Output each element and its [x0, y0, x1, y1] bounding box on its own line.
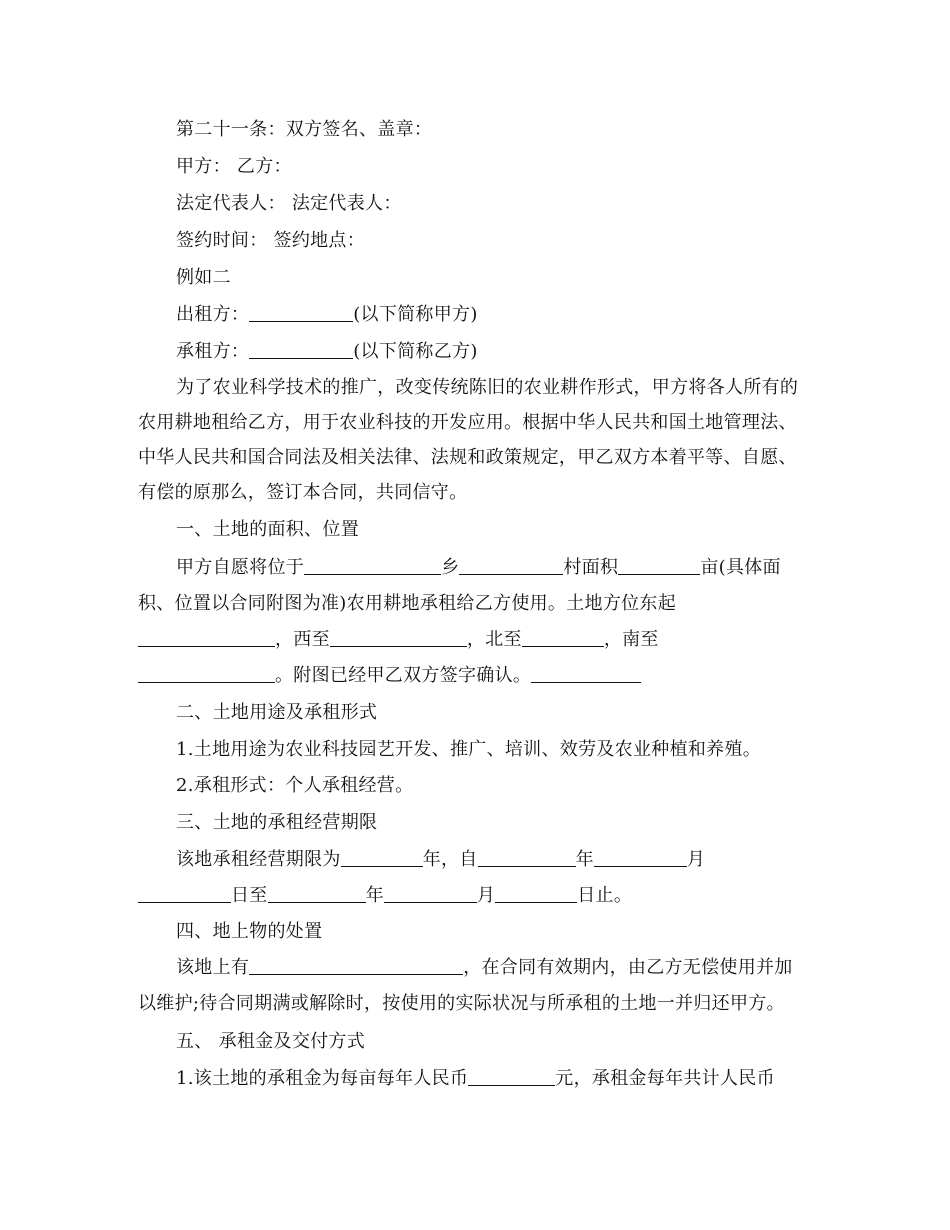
blank-underline — [459, 556, 563, 575]
section-1-heading: 一、土地的面积、位置 — [176, 519, 359, 540]
signing-time-place-line: 签约时间： 签约地点： — [176, 230, 366, 251]
blank-underline — [618, 556, 700, 575]
lessee-line: 承租方： (以下简称乙方) — [176, 341, 478, 362]
blank-underline — [138, 664, 275, 683]
section-5-heading: 五、 承租金及交付方式 — [176, 1031, 366, 1052]
example-two-heading: 例如二 — [176, 267, 231, 288]
blank-underline — [138, 884, 231, 903]
preamble-line-1: 为了农业科学技术的推广，改变传统陈旧的农业耕作形式，甲方将各人所有的 — [176, 377, 799, 398]
lessor-line: 出租方： (以下简称甲方) — [176, 304, 478, 325]
blank-underline — [594, 848, 687, 867]
preamble-line-3: 中华人民共和国合同法及相关法律、法规和政策规定，甲乙双方本着平等、自愿、 — [138, 447, 797, 468]
section-2-item-2: 2.承租形式：个人承租经营。 — [176, 775, 414, 796]
section-1-line-4: 。附图已经甲乙双方签字确认。 — [138, 664, 818, 688]
party-signature-line: 甲方： 乙方： — [176, 156, 292, 177]
blank-underline — [138, 628, 275, 647]
blank-underline — [249, 303, 353, 322]
blank-underline — [495, 884, 577, 903]
blank-underline — [304, 556, 441, 575]
section-1-line-2: 积、位置以合同附图为准)农用耕地承租给乙方使用。土地方位东起 — [138, 593, 677, 614]
section-2-item-1: 1.土地用途为农业科技园艺开发、推广、培训、效劳及农业种植和养殖。 — [176, 739, 762, 760]
section-4-line-2: 以维护;待合同期满或解除时，按使用的实际状况与所承租的土地一并归还甲方。 — [138, 993, 785, 1014]
section-5-item-1: 1.该土地的承租金为每亩每年人民币 元，承租金每年共计人民币 — [176, 1068, 775, 1089]
section-3-heading: 三、土地的承租经营期限 — [176, 812, 378, 833]
blank-underline — [384, 884, 477, 903]
section-3-line-2: 日至 年 月 日止。 — [138, 884, 818, 908]
section-1-line-3: ，西至 ，北至 ，南至 — [138, 628, 818, 652]
legal-representative-line: 法定代表人： 法定代表人： — [176, 193, 402, 214]
section-1-line-1: 甲方自愿将位于 乡 村面积 亩(具体面 — [176, 557, 781, 578]
blank-underline — [478, 848, 576, 867]
blank-underline — [522, 628, 604, 647]
preamble-line-2: 农用耕地租给乙方，用于农业科技的开发应用。根据中华人民共和国土地管理法、 — [138, 412, 797, 433]
blank-underline — [249, 340, 353, 359]
blank-underline — [330, 628, 467, 647]
section-3-line-1: 该地承租经营期限为 年，自 年 月 — [176, 849, 706, 870]
blank-underline — [468, 1067, 555, 1086]
blank-underline — [268, 884, 366, 903]
section-4-heading: 四、地上物的处置 — [176, 921, 323, 942]
blank-underline — [531, 664, 641, 683]
article-21-heading: 第二十一条：双方签名、盖章： — [176, 119, 433, 140]
blank-underline — [341, 848, 423, 867]
section-2-heading: 二、土地用途及承租形式 — [176, 702, 378, 723]
preamble-line-4: 有偿的原那么，签订本合同，共同信守。 — [138, 482, 468, 503]
blank-underline — [249, 956, 463, 975]
section-4-line-1: 该地上有 ，在合同有效期内，由乙方无偿使用并加 — [176, 957, 793, 978]
